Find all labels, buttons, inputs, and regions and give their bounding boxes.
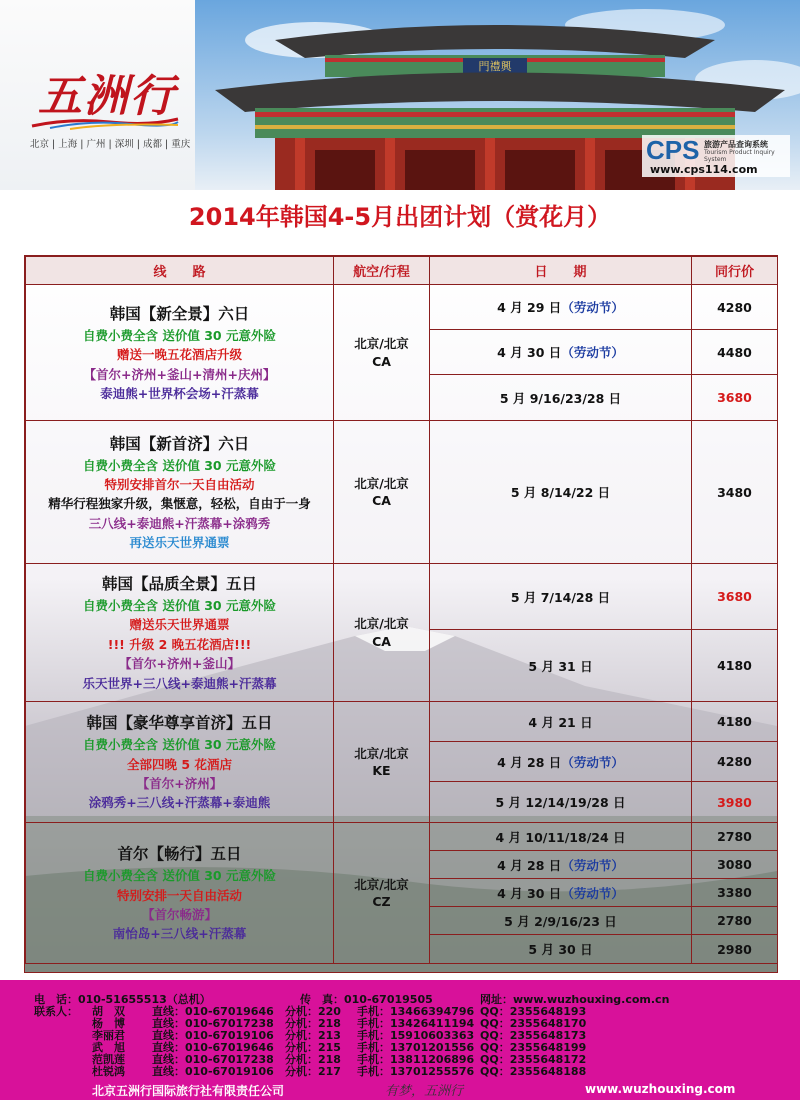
palace-sign: 門禮興 bbox=[478, 60, 512, 73]
header-date: 日 期 bbox=[430, 257, 692, 285]
contact-footer bbox=[0, 980, 800, 1100]
contact-qq: QQ：2355648172 bbox=[480, 1053, 587, 1066]
airline-code: KE bbox=[372, 763, 391, 778]
price-cell: 2780 bbox=[692, 907, 778, 935]
date-text: 5 月 8/14/22 日 bbox=[510, 485, 611, 500]
cps-logo: CPS bbox=[646, 135, 700, 165]
route-line: 自费小费全含 送价值 30 元意外险 bbox=[83, 737, 276, 753]
contact-mobile: 手机：13701201556 bbox=[357, 1041, 475, 1054]
contact-direct: 直线：010-67019106 bbox=[152, 1029, 274, 1042]
contact-name: 胡 双 bbox=[92, 1005, 125, 1018]
phone-text: 电 话：010-51655513（总机） bbox=[34, 993, 211, 1006]
contact-name: 武 旭 bbox=[92, 1041, 125, 1054]
contact-ext: 分机：213 bbox=[285, 1029, 341, 1042]
price-cell: 4180 bbox=[692, 702, 778, 742]
holiday-text: （劳动节） bbox=[561, 300, 624, 315]
airline-route: 北京/北京 bbox=[354, 745, 409, 761]
contact-direct: 直线：010-67017238 bbox=[152, 1053, 274, 1066]
airline-route: 北京/北京 bbox=[354, 336, 409, 351]
contact-direct: 直线：010-67019646 bbox=[152, 1041, 274, 1054]
route-cell[interactable] bbox=[26, 421, 334, 564]
date-cell bbox=[430, 879, 692, 907]
footer-website-link[interactable]: www.wuzhouxing.com bbox=[585, 1082, 736, 1096]
date-text: 4 月 29 日 bbox=[497, 300, 562, 315]
route-line: 涂鸦秀+三八线+汗蒸幕+泰迪熊 bbox=[88, 795, 271, 811]
contact-ext: 分机：217 bbox=[285, 1065, 341, 1078]
airline-code: CZ bbox=[372, 894, 391, 909]
contact-name: 杨 博 bbox=[92, 1017, 125, 1030]
date-cell bbox=[430, 823, 692, 851]
price-cell: 3980 bbox=[692, 782, 778, 823]
date-text: 5 月 30 日 bbox=[528, 942, 593, 957]
price-cell: 4480 bbox=[692, 330, 778, 375]
route-line: 精华行程独家升级，集惬意，轻松，自由于一身 bbox=[48, 496, 311, 512]
holiday-text: （劳动节） bbox=[561, 857, 624, 873]
contact-name: 杜锐鸿 bbox=[92, 1065, 125, 1078]
price-cell: 3080 bbox=[692, 851, 778, 879]
holiday-text: （劳动节） bbox=[561, 345, 624, 360]
date-cell bbox=[430, 375, 692, 421]
contact-qq: QQ：2355648193 bbox=[480, 1005, 587, 1018]
date-cell bbox=[430, 421, 692, 564]
route-line: 自费小费全含 送价值 30 元意外险 bbox=[83, 868, 276, 884]
date-cell bbox=[430, 907, 692, 935]
date-cell bbox=[430, 630, 692, 702]
price-cell: 4280 bbox=[692, 285, 778, 330]
date-cell bbox=[430, 702, 692, 742]
route-line: 自费小费全含 送价值 30 元意外险 bbox=[83, 457, 276, 473]
route-name: 首尔【畅行】五日 bbox=[117, 845, 242, 864]
route-line: !!! 升级 2 晚五花酒店!!! bbox=[107, 636, 252, 652]
company-name: 北京五洲行国际旅行社有限责任公司 bbox=[92, 1084, 285, 1098]
cps-badge[interactable] bbox=[642, 135, 790, 177]
contact-ext: 分机：218 bbox=[285, 1053, 341, 1066]
table-row bbox=[26, 823, 778, 851]
airline-code: CA bbox=[372, 493, 391, 508]
page-title: 2014年韩国4-5月出团计划（赏花月） bbox=[188, 203, 612, 231]
price-cell: 2980 bbox=[692, 935, 778, 964]
contact-direct: 直线：010-67019646 bbox=[152, 1005, 274, 1018]
price-cell: 3680 bbox=[692, 564, 778, 630]
price-cell: 3380 bbox=[692, 879, 778, 907]
header-route: 线 路 bbox=[26, 257, 334, 285]
holiday-text: （劳动节） bbox=[561, 754, 624, 770]
contact-name: 范凯莲 bbox=[92, 1053, 125, 1066]
contact-name: 李丽君 bbox=[92, 1029, 125, 1042]
route-line: 【首尔+济州+釜山+清州+庆州】 bbox=[83, 366, 276, 382]
route-line: 赠送乐天世界通票 bbox=[129, 617, 230, 633]
route-line: 泰迪熊+世界杯会场+汗蒸幕 bbox=[100, 385, 259, 401]
route-name: 韩国【品质全景】五日 bbox=[101, 575, 257, 594]
date-text: 4 月 30 日 bbox=[497, 885, 562, 901]
contact-qq: QQ：2355648173 bbox=[480, 1029, 587, 1042]
date-text: 4 月 30 日 bbox=[497, 345, 562, 360]
route-line: 自费小费全含 送价值 30 元意外险 bbox=[83, 598, 276, 614]
date-cell bbox=[430, 851, 692, 879]
contact-mobile: 手机：13811206896 bbox=[357, 1053, 475, 1066]
date-text: 5 月 31 日 bbox=[528, 658, 593, 674]
table-header-row bbox=[26, 257, 778, 285]
contact-ext: 分机：220 bbox=[285, 1005, 341, 1018]
route-line: 再送乐天世界通票 bbox=[129, 535, 230, 551]
route-cell[interactable] bbox=[26, 285, 334, 421]
route-line: 特别安排一天自由活动 bbox=[116, 887, 242, 903]
contact-mobile: 手机：13466394796 bbox=[357, 1005, 475, 1018]
route-name: 韩国【豪华尊享首济】五日 bbox=[86, 714, 273, 733]
airline-cell bbox=[334, 823, 430, 964]
date-cell bbox=[430, 935, 692, 964]
airline-code: CA bbox=[372, 633, 391, 649]
route-line: 【首尔+济州+釜山】 bbox=[119, 656, 240, 672]
table-row bbox=[26, 421, 778, 564]
price-cell: 2780 bbox=[692, 823, 778, 851]
airline-route: 北京/北京 bbox=[354, 876, 409, 892]
cps-url[interactable]: www.cps114.com bbox=[650, 163, 758, 176]
contact-mobile: 手机：15910603363 bbox=[357, 1029, 475, 1042]
airline-cell bbox=[334, 564, 430, 702]
route-line: 赠送一晚五花酒店升级 bbox=[116, 347, 242, 363]
table-row bbox=[26, 702, 778, 742]
date-cell bbox=[430, 564, 692, 630]
date-cell bbox=[430, 285, 692, 330]
cps-title: 旅游产品查询系统 bbox=[704, 140, 768, 149]
route-line: 自费小费全含 送价值 30 元意外险 bbox=[83, 327, 276, 343]
route-line: 三八线+泰迪熊+汗蒸幕+涂鸦秀 bbox=[88, 515, 271, 531]
airline-route: 北京/北京 bbox=[354, 616, 409, 631]
contact-ext: 分机：215 bbox=[285, 1041, 341, 1054]
contact-direct: 直线：010-67017238 bbox=[152, 1017, 274, 1030]
airline-cell bbox=[334, 285, 430, 421]
date-cell bbox=[430, 782, 692, 823]
holiday-text: （劳动节） bbox=[561, 885, 624, 901]
airline-cell bbox=[334, 421, 430, 564]
route-line: 南怡岛+三八线+汗蒸幕 bbox=[112, 926, 247, 942]
route-cell[interactable] bbox=[26, 564, 334, 702]
route-line: 全部四晚 5 花酒店 bbox=[127, 756, 232, 772]
date-text: 5 月 7/14/28 日 bbox=[510, 589, 611, 605]
date-cell bbox=[430, 742, 692, 782]
contact-mobile: 手机：13426411194 bbox=[357, 1017, 475, 1030]
contact-qq: QQ：2355648199 bbox=[480, 1041, 587, 1054]
route-name: 韩国【新全景】六日 bbox=[109, 304, 250, 323]
airline-route: 北京/北京 bbox=[354, 475, 409, 491]
price-cell: 3680 bbox=[692, 375, 778, 421]
contact-qq: QQ：2355648188 bbox=[480, 1065, 587, 1078]
fax-text: 传 真：010-67019505 bbox=[300, 993, 433, 1006]
website-link[interactable]: 网址：www.wuzhouxing.com.cn bbox=[480, 993, 670, 1006]
route-line: 乐天世界+三八线+泰迪熊+汗蒸幕 bbox=[82, 675, 277, 691]
price-cell: 3480 bbox=[692, 421, 778, 564]
date-text: 4 月 28 日 bbox=[497, 754, 562, 770]
date-text: 4 月 28 日 bbox=[497, 857, 562, 873]
table-row bbox=[26, 564, 778, 630]
date-text: 4 月 21 日 bbox=[528, 714, 593, 730]
price-cell: 4180 bbox=[692, 630, 778, 702]
contacts-label: 联系人： bbox=[34, 1005, 78, 1018]
table-row bbox=[26, 285, 778, 330]
header-airline: 航空/行程 bbox=[334, 257, 430, 285]
header-price: 同行价 bbox=[692, 257, 778, 285]
slogan: 有梦，五洲行 bbox=[385, 1084, 464, 1099]
date-text: 5 月 2/9/16/23 日 bbox=[504, 913, 617, 929]
tour-schedule-table bbox=[24, 255, 778, 973]
route-line: 特别安排首尔一天自由活动 bbox=[104, 476, 255, 492]
logo-text: 五洲行 bbox=[38, 71, 176, 122]
contact-mobile: 手机：13701255576 bbox=[357, 1065, 475, 1078]
header-banner bbox=[0, 0, 800, 190]
route-cell[interactable] bbox=[26, 702, 334, 823]
contact-direct: 直线：010-67019106 bbox=[152, 1065, 274, 1078]
brand-logo[interactable] bbox=[30, 60, 200, 170]
date-text: 5 月 12/14/19/28 日 bbox=[495, 795, 626, 810]
date-text: 5 月 9/16/23/28 日 bbox=[499, 390, 622, 406]
contact-ext: 分机：218 bbox=[285, 1017, 341, 1030]
route-name: 韩国【新首济】六日 bbox=[109, 434, 250, 453]
airline-cell bbox=[334, 702, 430, 823]
route-line: 【首尔+济州】 bbox=[136, 776, 223, 791]
date-cell bbox=[430, 330, 692, 375]
logo-cities: 北京 | 上海 | 广州 | 深圳 | 成都 | 重庆 bbox=[30, 139, 191, 150]
date-text: 4 月 10/11/18/24 日 bbox=[495, 829, 626, 845]
price-cell: 4280 bbox=[692, 742, 778, 782]
route-line: 【首尔畅游】 bbox=[141, 907, 217, 922]
route-cell[interactable] bbox=[26, 823, 334, 964]
airline-code: CA bbox=[372, 353, 391, 369]
contact-qq: QQ：2355648170 bbox=[480, 1017, 587, 1030]
logo-swoosh-icon bbox=[30, 116, 180, 130]
tour-table bbox=[25, 256, 778, 964]
cps-subtitle: Tourism Product Inquiry System bbox=[704, 149, 775, 163]
